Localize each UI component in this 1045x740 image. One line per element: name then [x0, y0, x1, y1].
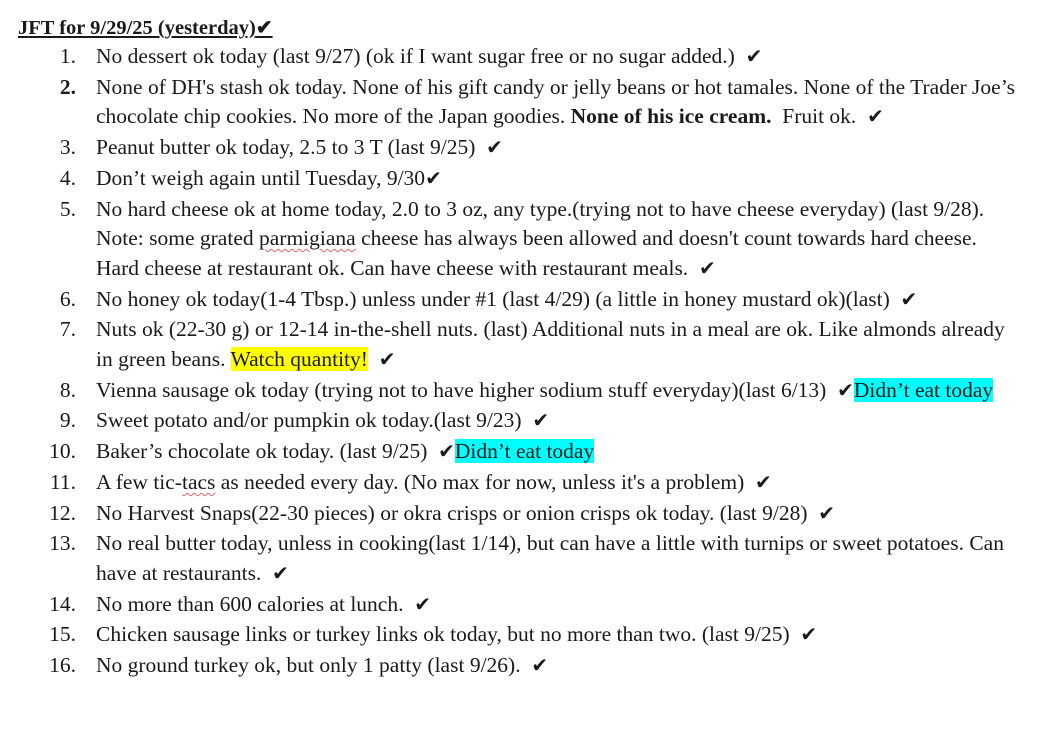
list-item [0, 406, 1021, 437]
list-item [0, 651, 1021, 682]
list-item [0, 195, 1021, 285]
check-mark-icon: ✔ [486, 137, 503, 160]
item-number: 12. [49, 500, 76, 525]
item-number: 2. [59, 74, 76, 99]
list-item [0, 73, 1021, 133]
item-text: Fruit ok. [782, 104, 857, 129]
list-item [0, 133, 1021, 164]
spellcheck-word: parmigiana [259, 226, 356, 251]
item-text: Nuts ok (22-30 g) or 12-14 in-the-shell nuts. (last) Additional nuts in a meal are ok. Like almonds already in green beans. [96, 317, 1005, 372]
check-mark-icon: ✔ [378, 349, 396, 372]
check-mark-icon: ✔ [255, 17, 273, 39]
check-mark-icon: ✔ [745, 46, 763, 68]
item-number: 7. [59, 317, 76, 342]
check-mark-icon: ✔ [755, 471, 772, 494]
check-mark-icon: ✔ [414, 593, 431, 616]
item-text: Baker’s chocolate ok today. (last 9/25) [96, 439, 428, 464]
item-text: Peanut butter ok today, 2.5 to 3 T (last 9/25) [96, 135, 476, 160]
item-text: A few tic- [96, 469, 182, 494]
list-item [0, 376, 1021, 407]
item-text: No dessert ok today (last 9/27) (ok if I want sugar free or no sugar added.) [96, 44, 735, 68]
item-number: 16. [49, 653, 76, 678]
item-text: No Harvest Snaps(22-30 pieces) or okra crisps or onion crisps ok today. (last 9/28) [96, 500, 808, 525]
list-item [0, 529, 1021, 589]
item-number: 8. [59, 377, 76, 402]
numbered-list [0, 42, 1045, 682]
cyan-highlight: Didn’t eat today [853, 377, 994, 402]
check-mark-icon: ✔ [837, 379, 854, 402]
check-mark-icon: ✔ [900, 288, 918, 311]
check-mark-icon: ✔ [800, 624, 818, 647]
item-text: as needed every day. (No max for now, unless it's a problem) [220, 469, 745, 494]
item-number: 3. [59, 135, 76, 160]
cyan-highlight: Didn’t eat today [454, 439, 595, 464]
item-number: 4. [59, 165, 76, 190]
spellcheck-word: tacs [181, 469, 216, 494]
check-mark-icon: ✔ [272, 562, 289, 585]
check-mark-icon: ✔ [531, 655, 549, 678]
check-mark-icon: ✔ [698, 257, 716, 280]
item-text: No ground turkey ok, but only 1 patty (last 9/26). [96, 653, 521, 678]
list-item [0, 42, 1021, 73]
item-number: 9. [59, 408, 76, 433]
list-item [0, 285, 1021, 316]
title-text: JFT for 9/29/25 (yesterday) [18, 17, 256, 39]
item-text: No hard cheese ok at home today, 2.0 to 3 oz, any type.(trying not to have cheese everyday) (last 9/28). Note: some grated [96, 196, 985, 251]
list-item [0, 590, 1021, 621]
item-text: Vienna sausage ok today (trying not to have higher sodium stuff everyday)(last 6/13) [96, 377, 827, 402]
check-mark-icon: ✔ [818, 502, 836, 525]
check-mark-icon: ✔ [867, 106, 884, 129]
item-text: Don’t weigh again until Tuesday, 9/30 [96, 165, 426, 190]
document-title [18, 14, 273, 44]
item-number: 13. [49, 531, 76, 556]
item-text: No real butter today, unless in cooking(last 1/14), but can have a little with turnips or sweet potatoes. Can have at restaurants. [96, 531, 1004, 585]
item-text: Sweet potato and/or pumpkin ok today.(last 9/23) [96, 408, 522, 433]
item-number: 15. [49, 622, 76, 647]
item-text: No more than 600 calories at lunch. [96, 591, 404, 616]
list-item [0, 620, 1021, 651]
item-text: None of DH's stash ok today. None of his gift candy or jelly beans or hot tamales. None of the Trader Joe’s chocolate chip cookies. No more of the Japan goodies. [96, 74, 1016, 129]
item-number: 10. [49, 439, 76, 464]
item-bold-text: None of his ice cream. [570, 104, 772, 129]
check-mark-icon: ✔ [532, 410, 550, 433]
check-mark-icon: ✔ [438, 441, 455, 464]
list-item [0, 164, 1021, 195]
item-number: 11. [49, 469, 76, 494]
list-item [0, 468, 1021, 499]
list-item [0, 315, 1021, 375]
item-number: 14. [49, 591, 76, 616]
item-number: 5. [59, 196, 76, 221]
item-number: 1. [59, 44, 76, 68]
list-item [0, 437, 1021, 468]
item-text: No honey ok today(1-4 Tbsp.) unless under #1 (last 4/29) (a little in honey mustard ok)(last) [96, 286, 890, 311]
list-item [0, 499, 1021, 530]
item-number: 6. [59, 286, 76, 311]
yellow-highlight: Watch quantity! [230, 347, 368, 372]
item-text: Chicken sausage links or turkey links ok today, but no more than two. (last 9/25) [96, 622, 790, 647]
check-mark-icon: ✔ [425, 167, 442, 190]
item-text: cheese has always been allowed and doesn't count towards hard cheese. Hard cheese at restaurant ok. Can have cheese with restaurant meals. [96, 226, 977, 280]
